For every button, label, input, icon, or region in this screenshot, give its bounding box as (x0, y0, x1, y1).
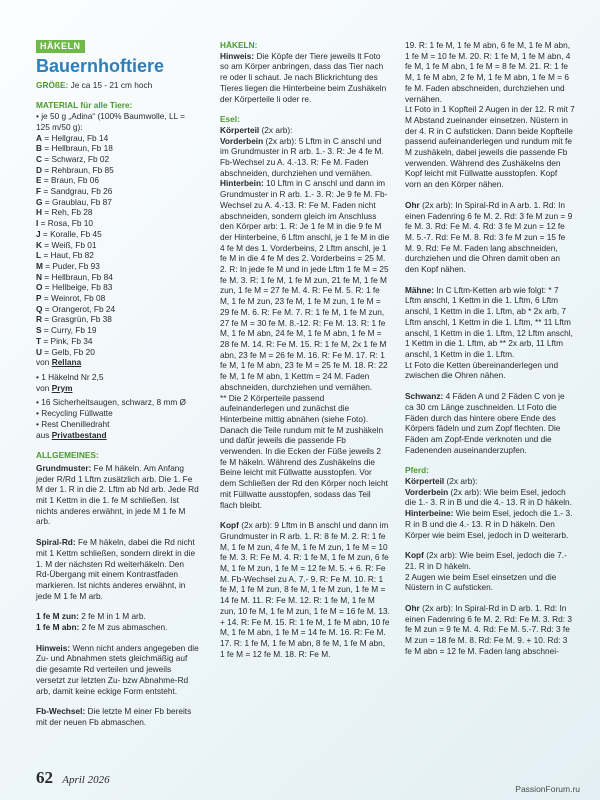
color-value: Haut, Fb 82 (50, 250, 94, 261)
material-source-2 (36, 383, 199, 394)
color-key: S (36, 325, 42, 336)
pferd-vorderbein (405, 487, 575, 508)
color-value: Graublau, Fb 87 (51, 196, 112, 207)
color-list-item: N = Hellbraun, Fb 84 (36, 271, 113, 282)
color-key: J (36, 228, 41, 239)
fbw-label: Fb-Wechsel: (36, 706, 86, 717)
color-key: L (36, 250, 42, 261)
material-extra-3: • Rest Chenilledraht (36, 418, 110, 429)
color-value: Sandgrau, Fb 26 (50, 186, 113, 197)
color-value: Weiß, Fb 01 (51, 239, 97, 250)
color-list (36, 133, 199, 358)
column-2 (220, 40, 390, 669)
ohr-label: Ohr (405, 199, 420, 210)
color-value: Rosa, Fb 10 (47, 218, 93, 229)
color-list-item: E = Braun, Fb 06 (36, 175, 99, 186)
kopf-label: Kopf (220, 520, 239, 531)
koerper-label: Körperteil (405, 476, 445, 487)
color-value: Schwarz, Fb 02 (51, 153, 110, 164)
color-value: Gelb, Fb 20 (51, 346, 95, 357)
zun-text: 2 fe M in 1 M arb. (81, 611, 146, 622)
maehne-label: Mähne: (405, 284, 435, 295)
pferd-heading: Pferd: (405, 465, 429, 476)
pferd-kopf (405, 550, 575, 571)
abn-line (36, 622, 199, 633)
color-value: Puder, Fb 93 (52, 260, 100, 271)
vorderbein-text: (2x arb): Wie beim Esel, jedoch die 1.- 3. R in B und die 4.- 13. R in D häkeln. (405, 486, 572, 508)
vorderbein-label: Vorderbein (220, 135, 264, 146)
color-key: F (36, 186, 42, 197)
size-line (36, 80, 199, 91)
color-key: O (36, 282, 43, 293)
color-value: Pink, Fb 34 (50, 335, 93, 346)
color-key: B (36, 143, 42, 154)
hinweis-label: Hinweis: (36, 642, 71, 653)
schwanz-label: Schwanz: (405, 391, 444, 402)
kopf-text: (2x arb): 9 Lftm in B anschl und dann im Grundmuster in R arb. 1. R: 8 fe M. 2. R: 1 fe M, 1 fe M zun, 4 fe M, 1 fe M zun, 1 fe M = 10 fe M. 3. R: Fe M. 4. R: 1 fe M, 1 fe M zun, 6 fe M, 1 fe M zun, 1 fe M = 12 fe M. 5. + 6. R: Fe M. Fb-Wechsel zu A. 7.- 9. R: Fe M. 10. R: 1 fe M, 1 fe M zun, 8 fe M, 1 fe M zun, 1 fe M = 14 fe M. 11. R: Fe M. 12. R: 1 fe M, 1 fe M zun, 10 fe M, 1 fe M zun, 1 fe M = 16 fe M. 13. + 14. R: Fe M. 15. R: 1 fe M, 1 fe M abn, 10 fe M, 1 fe M abn, 1 fe M = 14 fe M. 16. R: Fe M. 17. R: 1 fe M, 1 fe M abn, 8 fe M, 1 fe M abn, 1 fe M = 12 fe M. 18. R: Fe M. (220, 520, 390, 659)
color-key: D (36, 164, 42, 175)
material-hook: • 1 Häkelnd Nr 2,5 (36, 371, 104, 382)
color-value: Hellgrau, Fb 14 (51, 132, 109, 143)
color-list-item: D = Rehbraun, Fb 85 (36, 164, 114, 175)
color-list-item: G = Graublau, Fb 87 (36, 196, 112, 207)
spiral-paragraph (36, 537, 199, 601)
color-list-item: L = Haut, Fb 82 (36, 250, 94, 261)
color-list-item: S = Curry, Fb 19 (36, 325, 97, 336)
source-brand: Privatbestand (51, 429, 107, 440)
grund-paragraph (36, 463, 199, 527)
color-key: Q (36, 303, 43, 314)
color-value: Hellbraun, Fb 18 (51, 143, 113, 154)
color-value: Rehbraun, Fb 85 (51, 164, 114, 175)
color-list-item: J = Koralle, Fb 45 (36, 228, 102, 239)
hinterbein-label: Hinterbein: (220, 178, 264, 189)
hinweis-label: Hinweis: (220, 50, 255, 61)
source-brand: Rellana (51, 357, 82, 368)
hinweis-text: Wenn nicht anders angegeben die Zu- und Abnahmen stets gleichmäßig auf die gesamte Rd verteilen und jeweils versetzt zur letzten Zu- bzw Abnahme-Rd arb, damit keine eckige Form entsteht. (36, 642, 199, 696)
esel-note: ** Die 2 Körperteile passend aufeinanderlegen und zunächst die Hinterbeine mittig abnähen (siehe Foto). Danach die Teile rundum mit fe M zushäkeln und dafür jeweils die passende Fb verwenden. In die Ecken der Füße jeweils 2 fe M häkeln. Während des Zushäkelns die Beine leicht mit Füllwatte ausstopfen. Vor dem Schließen der Rd den Körper noch leicht mit Füllwatte ausstopfen, sodass das Teil flach bleibt. (220, 392, 388, 510)
color-list-item: R = Grasgrün, Fb 38 (36, 314, 112, 325)
zun-label: 1 fe M zun: (36, 611, 79, 622)
koerper-count: (2x arb): (261, 124, 293, 135)
general-heading: ALLGEMEINES: (36, 450, 99, 461)
page-number: 62 (36, 768, 53, 787)
source-brand: Prym (51, 382, 73, 393)
color-list-item: H = Reh, Fb 28 (36, 207, 93, 218)
color-key: R (36, 314, 42, 325)
esel-vorderbein (220, 136, 390, 179)
color-value: Hellbraun, Fb 84 (51, 271, 113, 282)
size-value: Je ca 15 - 21 cm hoch (70, 79, 153, 90)
source-prefix: von (36, 382, 50, 393)
esel-hinterbein (220, 178, 390, 392)
material-extra-2: • Recycling Füllwatte (36, 408, 113, 419)
color-value: Curry, Fb 19 (51, 325, 97, 336)
page-title: Bauernhoftiere (36, 55, 165, 76)
material-section (36, 100, 199, 440)
color-key: G (36, 196, 43, 207)
color-value: Reh, Fb 28 (51, 207, 93, 218)
hinweis-paragraph (36, 643, 199, 697)
color-key: I (36, 218, 39, 229)
maehne-text: In C Lftm-Ketten arb wie folgt: * 7 Lftm anschl, 1 Kettm in die 1. Lftm, 6 Lftm anschl, 1 Kettm in die 1. Lftm, ab * 2x arb, 7 Lftm anschl, 1 Kettm in die 1. Lftm, ** 11 Lftm anschl, 1 Kettm in die 1. Lftm, 12 Lftm anschl, 1 Kettm in die 1. Lftm, ab ** 2x arb, 11 Lftm anschl, 1 Kettm in die 1. Lftm. (405, 284, 573, 359)
koerper-label: Körperteil (220, 124, 260, 135)
color-key: N (36, 271, 42, 282)
hinweis-text: Die Köpfe der Tiere jeweils lt Foto so am Körper anbringen, dass das Tier nach re oder li schaut. Je nach Blickrichtung des Tieres liegen die Hinterbeine beim Zushäkeln der Körperteile li oder re. (220, 50, 387, 104)
category-badge: HÄKELN (36, 40, 85, 53)
color-list-item: O = Hellbeige, Fb 83 (36, 282, 113, 293)
koerper-count: (2x arb): (446, 476, 478, 487)
hinterbein-text: 10 Lftm in C anschl und dann im Grundmuster in R arb. 1.- 3. R: Je 9 fe M. Fb-Wechsel zu A. 4.-13. R: Fe M. Faden nicht abschneiden, sondern gleich im Anschluss den Körper arb: 1. R: Je 1 fe M in die 9 fe M der Hinterbeine, 6 Lftm anschl, je 1 fe M in die 4 fe M des 1. Vorderbeins, 2 Lftm anschl, je 1 fe M in die 4 fe M des 2. Vorderbeins = 25 M. 2. R: In jede fe M und in jede Lftm 1 fe M = 25 fe M. 3. R: 1 fe M, 1 fe M zun, 21 fe M, 1 fe M zun, 1 fe M = 27 fe M. 4. R: Fe M. 5. R: 1 fe M, 1 fe M zun, 23 fe M, 1 fe M zun, 1 fe M = 29 fe M. 6. R: Fe M. 7. R: 1 fe M, 1 fe M zun, 27 fe M = 30 fe M. 8.-12. R: Fe M. 13. R: 1 fe M, 1 fe M abn, 24 fe M, 1 fe M abn, 1 fe M = 28 fe M. 14. R: Fe M. 15. R: 1 fe M, 2x 1 fe M abn, 23 fe M = 26 fe M. 16. R: Fe M. 17. R: 1 fe M, 1 fe M abn, 23 fe M = 25 fe M. 18. R: 22 fe M, 1 fe M abn, 1 Kettm = 24 M. Faden abschneiden, durchziehen und vernähen. (220, 178, 390, 392)
color-list-item: Q = Orangerot, Fb 24 (36, 303, 116, 314)
pferd-hinterbeine (405, 508, 575, 540)
material-source-3 (36, 430, 199, 441)
color-key: M (36, 260, 43, 271)
ohr-label: Ohr (405, 603, 420, 614)
color-value: Koralle, Fb 45 (50, 228, 102, 239)
grund-text: Fe M häkeln. Am Anfang jeder R/Rd 1 Lftm zusätzlich arb. Die 1. Fe M der 1. R in die 2. Lftm ab Nd arb. Jede Rd mit 1 Kettm in die 1. fe M schließen. Ist nichts anderes erwähnt, in jede M 1 fe M arb. (36, 462, 199, 527)
material-source-1 (36, 357, 199, 368)
watermark: PassionForum.ru (515, 784, 580, 794)
col2-hinweis (220, 51, 390, 105)
color-key: H (36, 207, 42, 218)
esel-schwanz (405, 391, 575, 455)
hinterbein-label: Hinterbeine: (405, 508, 454, 519)
pferd-kopf-2: 2 Augen wie beim Esel einsetzen und die Nüstern in C aufsticken. (405, 571, 557, 593)
grund-label: Grundmuster: (36, 462, 92, 473)
vorderbein-text: (2x arb): 5 Lftm in C anschl und im Grundmuster in R arb. 1.- 3. R: Je 4 fe M. Fb-Wechsel zu A. 4.-13. R: Fe M. Faden abschneiden, durchziehen und vernähen. (220, 135, 384, 178)
pferd-koerper-line (405, 476, 575, 487)
source-prefix: aus (36, 429, 50, 440)
spiral-label: Spiral-Rd: (36, 537, 76, 548)
schwanz-text: 4 Fäden A und 2 Fäden C von je ca 30 cm Länge zuschneiden. Lt Foto die Fäden durch das hintere obere Ende des Körpers fädeln und zum Zopf flechten. Die Fäden am Zopf-Ende verknoten und die Fadenenden auseinanderzupfen. (405, 391, 565, 455)
color-value: Orangerot, Fb 24 (51, 303, 116, 314)
color-key: K (36, 239, 42, 250)
color-value: Hellbeige, Fb 83 (51, 282, 113, 293)
material-heading: MATERIAL für alle Tiere: (36, 100, 133, 111)
color-key: P (36, 293, 42, 304)
abn-label: 1 fe M abn: (36, 622, 80, 633)
color-value: Braun, Fb 06 (51, 175, 99, 186)
vorderbein-label: Vorderbein (405, 486, 449, 497)
size-label: GRÖßE: (36, 79, 69, 90)
esel-kopf-assembly: Lt Foto in 1 Kopfteil 2 Augen in der 12. R mit 7 M Abstand zueinander einsetzen. Nüstern in der 4. R in C aufsticken. Dann beide Kopfteile passend aufeinanderlegen und rundum mit fe M zushäkeln, dabei jeweils die passende Fb verwenden. Während des Zushäkelns den Kopf leicht mit Füllwatte ausstopfen. Kopf vorn an den Körper nähen. (405, 104, 575, 190)
kopf-text: (2x arb): Wie beim Esel, jedoch die 7.- 21. R in D häkeln. (405, 550, 567, 571)
color-list-item: P = Weinrot, Fb 08 (36, 293, 106, 304)
color-list-item: K = Weiß, Fb 01 (36, 239, 97, 250)
esel-kopf-cont: 19. R: 1 fe M, 1 fe M abn, 6 fe M, 1 fe M abn, 1 fe M = 10 fe M. 20. R: 1 fe M, 1 fe M abn, 4 fe M, 1 fe M abn, 1 fe M = 8 fe M. 21. R: 1 fe M, 1 fe M abn, 2 fe M, 1 fe M abn, 1 fe M = 6 fe M. Faden abschneiden, durchziehen und vernähen. (405, 40, 571, 104)
column-1 (36, 40, 199, 738)
color-key: T (36, 335, 42, 346)
issue-date: April 2026 (62, 774, 110, 786)
color-list-item: T = Pink, Fb 34 (36, 335, 93, 346)
hinterbein-text: Wie beim Esel, jedoch die 1.- 3. R in B und die 4.- 13. R in D häkeln. Den Körper wie beim Esel, jedoch in D weiterarb. (405, 508, 573, 540)
pferd-ohr (405, 603, 575, 657)
esel-kopf (220, 520, 390, 659)
esel-koerper-line (220, 125, 390, 136)
color-list-item: B = Hellbraun, Fb 18 (36, 143, 113, 154)
kopf-label: Kopf (405, 550, 424, 561)
material-extra-1: • 16 Sicherheitsaugen, schwarz, 8 mm Ø (36, 397, 187, 408)
abn-text: 2 fe M zus abmaschen. (81, 622, 168, 633)
fbw-text: Die letzte M einer Fb bereits mit der neuen Fb abmaschen. (36, 706, 192, 727)
esel-ohr (405, 200, 575, 275)
color-value: Grasgrün, Fb 38 (51, 314, 112, 325)
source-prefix: von (36, 357, 50, 368)
color-key: A (36, 132, 42, 143)
color-list-item: M = Puder, Fb 93 (36, 260, 100, 271)
color-value: Weinrot, Fb 08 (51, 293, 106, 304)
ohr-text: (2x arb): In Spiral-Rd in D arb. 1. Rd: In einen Fadenring 6 fe M. 2. Rd: Fe M. 3. Rd: 3 fe M zun = 9 fe M. 4. Rd: Fe M. 5.-7. Rd: 3 fe M zun = 18 fe M. 8. Rd: Fe M. 9. + 10. Rd: 3 fe M abn = 12 fe M. Faden lang abschnei- (405, 603, 572, 656)
haekeln-heading: HÄKELN: (220, 40, 258, 50)
esel-heading: Esel: (220, 114, 240, 125)
material-yarn: • je 50 g „Adina“ (100% Baumwolle, LL = 125 m/50 g): (36, 111, 186, 132)
color-key: C (36, 153, 42, 164)
esel-maehne-2: Lt Foto die Ketten übereinanderlegen und zwischen die Ohren nähen. (405, 359, 559, 381)
spiral-text: Fe M häkeln, dabei die Rd nicht mit 1 Kettm schließen, sondern direkt in die 1. M der nächsten Rd weiterhäkeln. Den Rd-Übergang mit einem Kontrastfaden markieren. Ist nichts anderes erwähnt, in jede M 1 fe M arb. (36, 537, 196, 601)
color-list-item: U = Gelb, Fb 20 (36, 346, 95, 357)
page-footer (36, 768, 110, 788)
zun-line (36, 611, 199, 622)
color-key: E (36, 175, 42, 186)
color-key: U (36, 346, 42, 357)
color-list-item: A = Hellgrau, Fb 14 (36, 132, 109, 143)
color-list-item: F = Sandgrau, Fb 26 (36, 186, 113, 197)
color-list-item: C = Schwarz, Fb 02 (36, 153, 110, 164)
ohr-text: (2x arb): In Spiral-Rd in A arb. 1. Rd: In einen Fadenring 6 fe M. 2. Rd: 3 fe M zun = 9 fe M. 3. Rd: Fe M. 4. Rd: 3 fe M zun = 12 fe M. 5.-7. Rd: Fe M. 8. Rd: 3 fe M zun = 15 fe M. 9. Rd: Fe M. Faden lang abschneiden, durchziehen und die Ohren damit oben an den Kopf nähen. (405, 199, 573, 275)
color-list-item: I = Rosa, Fb 10 (36, 218, 93, 229)
column-3 (405, 40, 575, 667)
esel-maehne (405, 285, 575, 360)
fbw-paragraph (36, 706, 199, 727)
